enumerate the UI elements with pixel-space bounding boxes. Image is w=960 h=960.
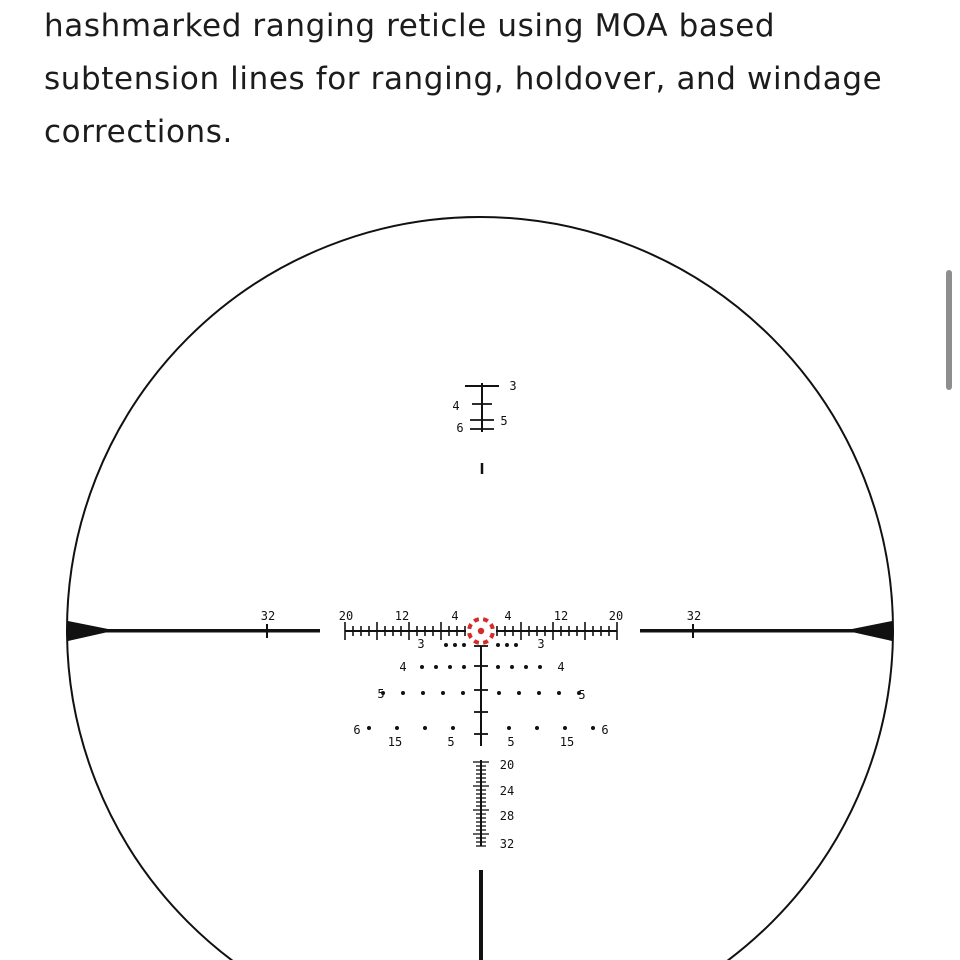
holdover-dot: [497, 691, 501, 695]
holdover-dot: [451, 726, 455, 730]
h-label-right-4: 4: [504, 609, 512, 623]
holdover-dot: [462, 643, 466, 647]
holdover-dot: [444, 643, 448, 647]
row-label-left-5: 5: [377, 687, 385, 701]
holdover-dot: [461, 691, 465, 695]
ring-segment: [474, 641, 479, 643]
holdover-dot: [557, 691, 561, 695]
top-label-5: 5: [500, 414, 508, 428]
ring-segment: [469, 624, 471, 629]
holdover-dot: [591, 726, 595, 730]
center-dot: [478, 628, 484, 634]
holdover-dot: [538, 665, 542, 669]
ring-segment: [483, 641, 488, 643]
right-horizontal-post: [640, 629, 860, 633]
ring-segment: [491, 624, 493, 629]
h-label-right-32: 32: [686, 609, 702, 623]
v-label-24: 24: [499, 784, 515, 798]
description-line-1: hashmarked ranging reticle using MOA based: [44, 8, 776, 44]
field-of-view-circle: [67, 217, 893, 960]
holdover-dot: [441, 691, 445, 695]
h-label-left-20: 20: [338, 609, 354, 623]
row15-label-left-5: 5: [447, 735, 455, 749]
holdover-dot: [505, 643, 509, 647]
row15-label-right-5: 5: [507, 735, 515, 749]
row-label-left-4: 4: [399, 660, 407, 674]
top-label-6: 6: [456, 421, 464, 435]
row15-label-left-15: 15: [387, 735, 403, 749]
holdover-dot: [448, 665, 452, 669]
holdover-dot: [496, 643, 500, 647]
h-label-right-12: 12: [553, 609, 569, 623]
holdover-dot: [524, 665, 528, 669]
ring-segment: [474, 619, 479, 621]
top-label-3: 3: [509, 379, 517, 393]
holdover-dot: [453, 643, 457, 647]
v-label-28: 28: [499, 809, 515, 823]
h-label-left-32: 32: [260, 609, 276, 623]
top-label-4: 4: [452, 399, 460, 413]
holdover-dot: [514, 643, 518, 647]
holdover-dot: [423, 726, 427, 730]
holdover-dot: [563, 726, 567, 730]
scrollbar-thumb[interactable]: [946, 270, 952, 390]
holdover-dot: [535, 726, 539, 730]
holdover-dot: [421, 691, 425, 695]
h-label-left-4: 4: [451, 609, 459, 623]
holdover-dot: [395, 726, 399, 730]
left-horizontal-post: [100, 629, 320, 633]
v-label-32: 32: [499, 837, 515, 851]
row-label-left-3: 3: [417, 637, 425, 651]
h-label-left-12: 12: [394, 609, 410, 623]
ring-segment: [469, 633, 471, 638]
ring-segment: [491, 633, 493, 638]
row-label-right-4: 4: [557, 660, 565, 674]
holdover-dot: [496, 665, 500, 669]
holdover-dot: [510, 665, 514, 669]
holdover-dot: [367, 726, 371, 730]
row-label-right-5: 5: [578, 688, 586, 702]
h-label-right-20: 20: [608, 609, 624, 623]
holdover-dot: [462, 665, 466, 669]
description-line-2: subtension lines for ranging, holdover, and windage: [44, 61, 883, 97]
row-label-right-6: 6: [601, 723, 609, 737]
description-line-3: corrections.: [44, 114, 233, 150]
ring-segment: [483, 619, 488, 621]
bottom-vertical-post: [479, 870, 483, 960]
holdover-dot: [420, 665, 424, 669]
holdover-dot: [517, 691, 521, 695]
row15-label-right-15: 15: [559, 735, 575, 749]
right-post-taper: [852, 621, 892, 641]
holdover-dot: [537, 691, 541, 695]
holdover-dot: [434, 665, 438, 669]
holdover-dot: [401, 691, 405, 695]
row-label-right-3: 3: [537, 637, 545, 651]
row-label-left-6: 6: [353, 723, 361, 737]
holdover-dot: [507, 726, 511, 730]
v-label-20: 20: [499, 758, 515, 772]
